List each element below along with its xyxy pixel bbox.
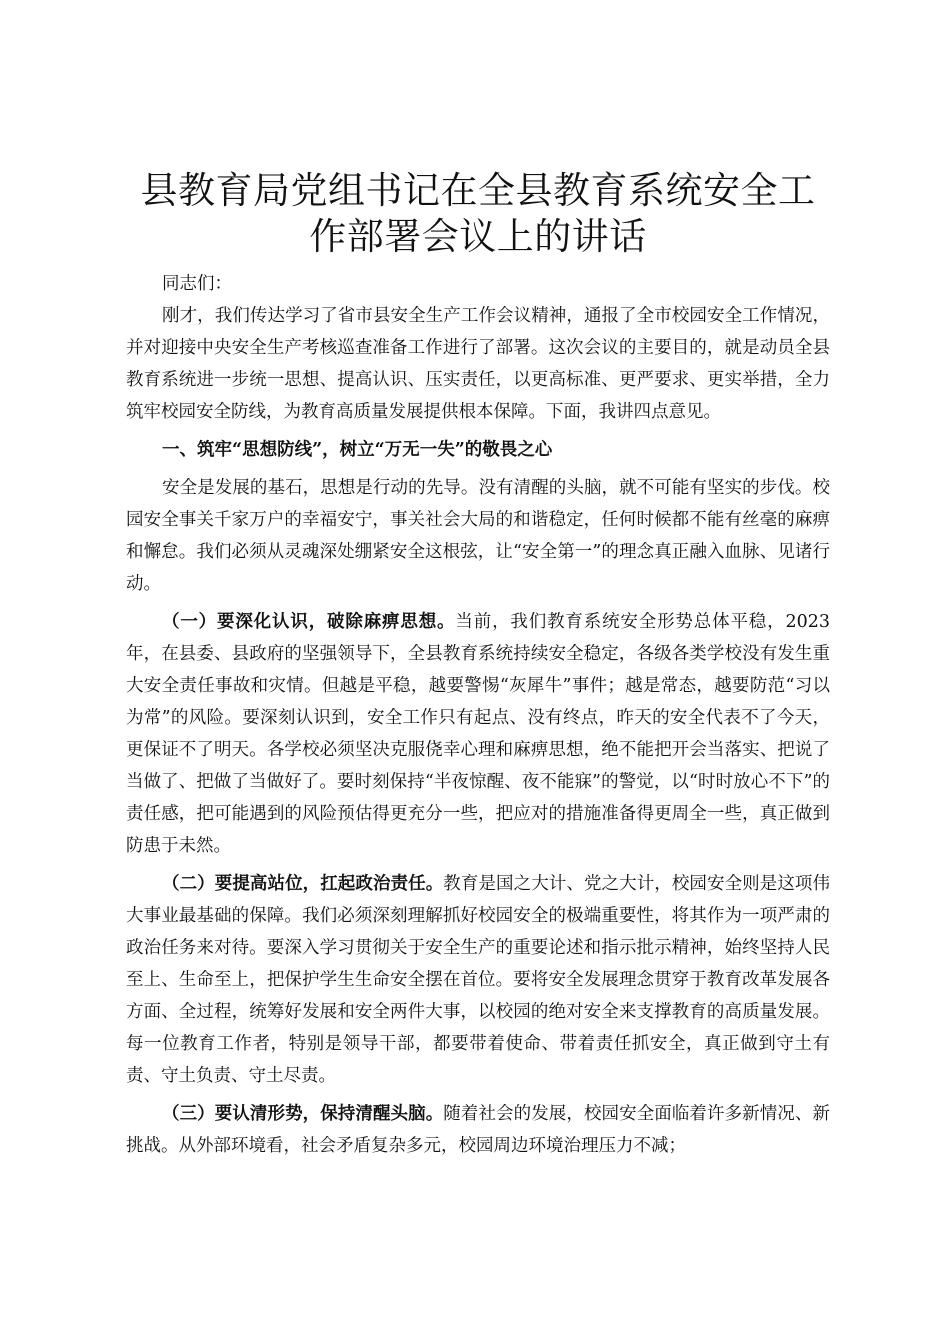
document-title: 县教育局党组书记在全县教育系统安全工作部署会议上的讲话 — [140, 169, 816, 258]
point-3-paragraph — [126, 1098, 830, 1162]
point-2-text: 教育是国之大计、党之大计，校园安全则是这项伟大事业最基础的保障。我们必须深刻理解抓好校园安全的极端重要性，将其作为一项严肃的政治任务来对待。要深入学习贯彻关于安全生产的重要论述和指示批示精神，始终坚持人民至上、生命至上，把保护学生生命安全摆在首位。要将安全发展理念贯穿于教育改革发展各方面、全过程，统筹好发展和安全两件大事，以校园的绝对安全来支撑教育的高质量发展。每一位教育工作者，特别是领导干部，都要带着使命、带着责任抓安全，真正做到守土有责、守土负责、守土尽责。 — [126, 874, 830, 1086]
point-3-text: 随着社会的发展，校园安全面临着许多新情况、新挑战。从外部环境看，社会矛盾复杂多元，校园周边环境治理压力不减； — [126, 1104, 830, 1156]
point-1-lead: （一）要深化认识，破除麻痹思想。 — [162, 612, 456, 632]
section-heading-1: 一、筑牢“思想防线”，树立“万无一失”的敬畏之心 — [162, 440, 553, 460]
point-2-lead: （二）要提高站位，扛起政治责任。 — [162, 874, 444, 894]
document-page — [126, 168, 830, 1162]
point-3-lead: （三）要认清形势，保持清醒头脑。 — [162, 1104, 444, 1124]
point-2-paragraph — [126, 868, 830, 1092]
point-1-text: 当前，我们教育系统安全形势总体平稳，2023年，在县委、县政府的坚强领导下，全县教育系统持续安全稳定，各级各类学校没有发生重大安全责任事故和灾情。但越是平稳，越要警惕“灰犀牛”事件；越是常态，越要防范“习以为常”的风险。要深刻认识到，安全工作只有起点、没有终点，昨天的安全代表不了今天，更保证不了明天。各学校必须坚决克服侥幸心理和麻痹思想，绝不能把开会当落实、把说了当做了、把做了当做好了。要时刻保持“半夜惊醒、夜不能寐”的警觉，以“时时放心不下”的责任感，把可能遇到的风险预估得更充分一些，把应对的措施准备得更周全一些，真正做到防患于未然。 — [126, 612, 830, 856]
intro-paragraph: 刚才，我们传达学习了省市县安全生产工作会议精神，通报了全市校园安全工作情况，并对迎接中央安全生产考核巡查准备工作进行了部署。这次会议的主要目的，就是动员全县教育系统进一步统一思想、提高认识、压实责任，以更高标准、更严要求、更实举措，全力筑牢校园安全防线，为教育高质量发展提供根本保障。下面，我讲四点意见。 — [126, 306, 830, 422]
point-1-paragraph — [126, 606, 830, 862]
section-1-body: 安全是发展的基石，思想是行动的先导。没有清醒的头脑，就不可能有坚实的步伐。校园安全事关千家万户的幸福安宁，事关社会大局的和谐稳定，任何时候都不能有丝毫的麻痹和懈怠。我们必须从灵魂深处绷紧安全这根弦，让“安全第一”的理念真正融入血脉、见诸行动。 — [126, 478, 830, 594]
salutation: 同志们： — [162, 274, 232, 294]
